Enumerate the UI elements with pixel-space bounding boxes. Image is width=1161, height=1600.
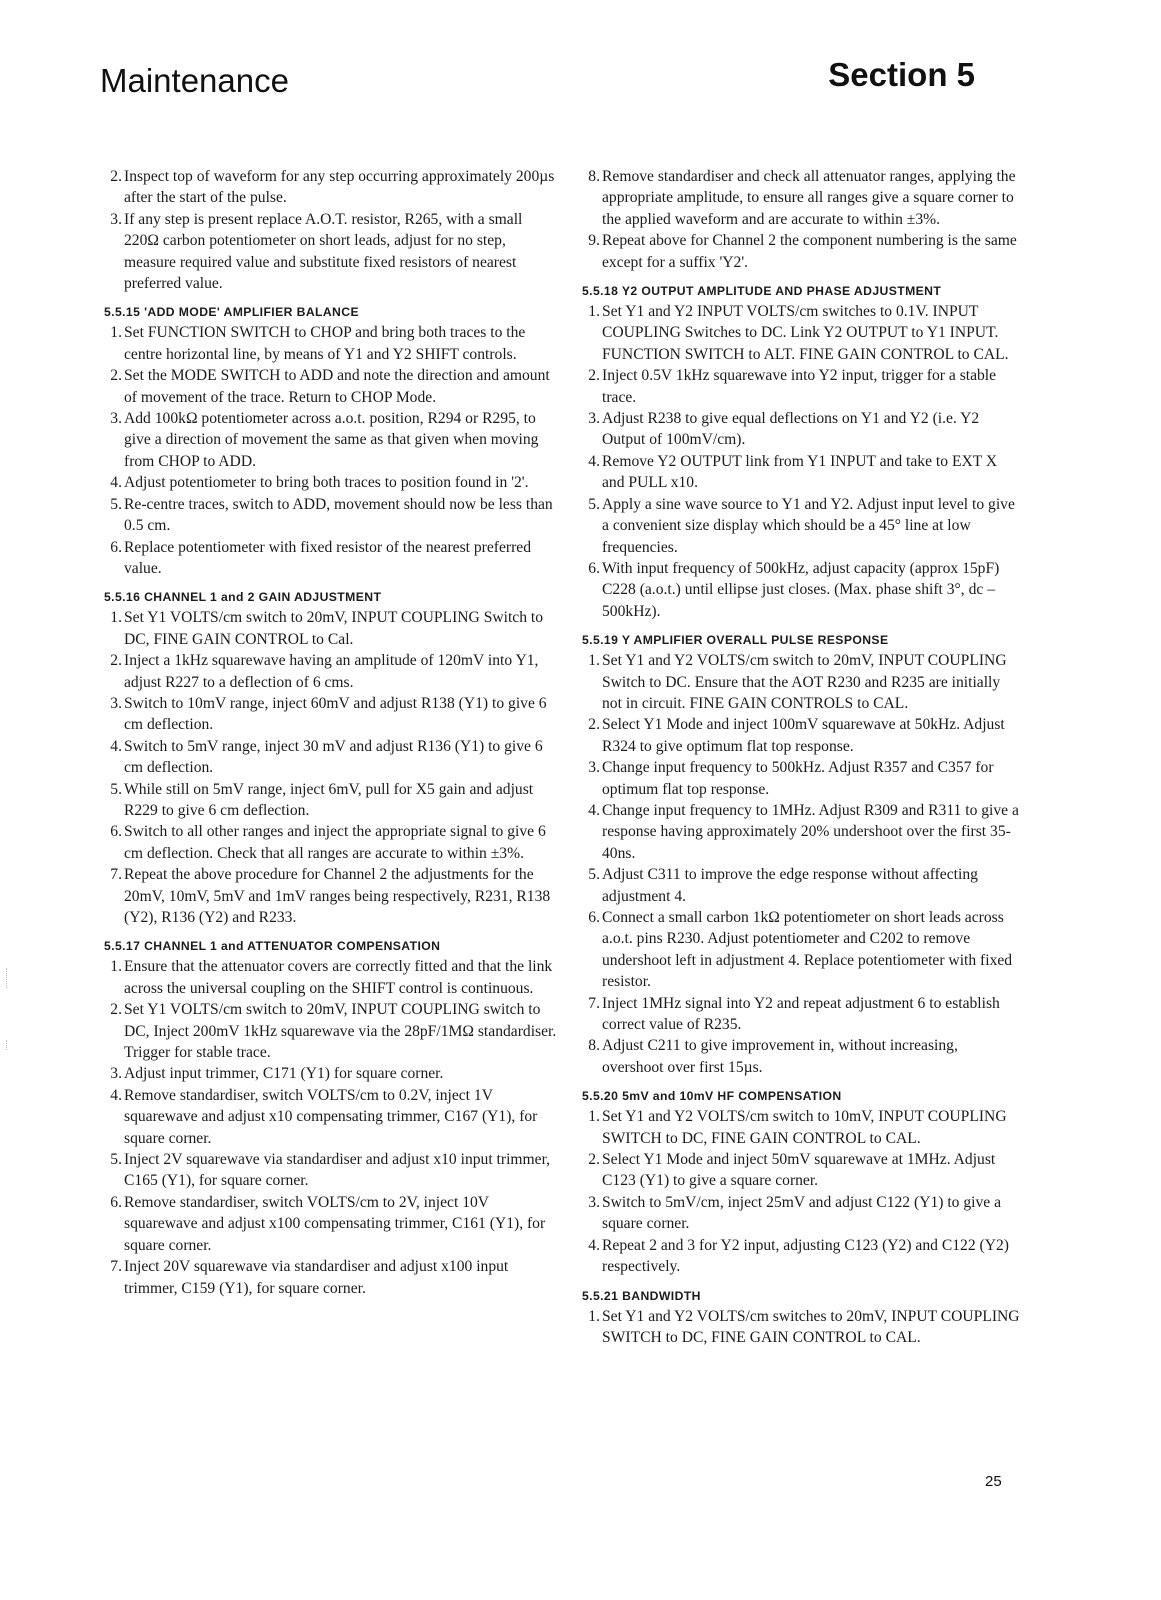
- list-item: [100, 736, 558, 779]
- item-text: Adjust input trimmer, C171 (Y1) for square corner.: [124, 1065, 444, 1083]
- item-number: 1.: [110, 958, 122, 976]
- procedure-steps: [100, 607, 558, 928]
- list-item: [578, 1149, 1020, 1192]
- list-item: [578, 301, 1020, 365]
- item-number: 3.: [110, 1065, 122, 1083]
- section-heading: 5.5.16 CHANNEL 1 and 2 GAIN ADJUSTMENT: [104, 590, 382, 605]
- right-column: [578, 166, 1020, 1348]
- item-number: 8.: [588, 168, 600, 185]
- section-heading: 5.5.21 BANDWIDTH: [582, 1288, 701, 1303]
- item-text: Change input frequency to 1MHz. Adjust R309 and R311 to give a response having approximately 20% undershoot over the first 35-40ns.: [602, 801, 1019, 862]
- list-item: [578, 451, 1020, 494]
- item-number: 3.: [110, 210, 122, 228]
- section-heading: 5.5.17 CHANNEL 1 and ATTENUATOR COMPENSATION: [104, 939, 441, 954]
- item-text: Apply a sine wave source to Y1 and Y2. Adjust input level to give a convenient size display which should be a 45° line at low frequencies.: [602, 495, 1015, 556]
- list-item: [578, 1235, 1020, 1278]
- item-text: Set Y1 and Y2 VOLTS/cm switches to 20mV, INPUT COUPLING SWITCH to DC, FINE GAIN CONTROL to CAL.: [602, 1307, 1020, 1346]
- item-text: Repeat above for Channel 2 the component numbering is the same except for a suffix 'Y2'.: [602, 232, 1017, 271]
- list-item: [100, 999, 558, 1063]
- list-item: [100, 693, 558, 736]
- list-item: [578, 650, 1020, 714]
- item-text: Switch to 5mV/cm, inject 25mV and adjust C122 (Y1) to give a square corner.: [602, 1193, 1002, 1233]
- item-text: Set Y1 and Y2 VOLTS/cm switch to 10mV, INPUT COUPLING SWITCH to DC, FINE GAIN CONTROL to CAL.: [602, 1108, 1007, 1147]
- procedure-steps: [100, 322, 558, 579]
- list-item: [100, 607, 558, 650]
- list-item: [578, 1306, 1020, 1349]
- item-number: 4.: [588, 1236, 600, 1254]
- list-item: [578, 558, 1020, 622]
- list-item: [100, 956, 558, 999]
- item-text: Adjust potentiometer to bring both traces to position found in '2'.: [124, 474, 529, 492]
- item-number: 3.: [110, 694, 122, 712]
- list-item: [578, 230, 1020, 273]
- list-item: [100, 322, 558, 365]
- item-number: 9.: [588, 232, 600, 250]
- item-text: Replace potentiometer with fixed resistor of the nearest preferred value.: [124, 538, 531, 577]
- item-text: Add 100kΩ potentiometer across a.o.t. position, R294 or R295, to give a direction of movement the same as that given when moving from CHOP to ADD.: [124, 410, 539, 470]
- list-item: [578, 365, 1020, 408]
- procedure-steps: [578, 301, 1020, 622]
- item-text: Repeat the above procedure for Channel 2 the adjustments for the 20mV, 10mV, 5mV and 1mV ranges being respectively, R231, R138 (Y2), R136 (Y2) and R233.: [124, 866, 551, 926]
- item-number: 2.: [588, 367, 600, 385]
- item-number: 1.: [588, 652, 600, 670]
- item-text: Connect a small carbon 1kΩ potentiometer on short leads across a.o.t. pins R230. Adjust potentiometer and C202 to remove undershoot left in adjustment 4. Replace potentiometer with fixed resistor.: [602, 909, 1013, 991]
- procedure-section: [578, 1088, 1020, 1277]
- item-number: 5.: [588, 866, 600, 884]
- list-item: [100, 864, 558, 928]
- item-number: 7.: [588, 994, 600, 1012]
- item-text: Inject 0.5V 1kHz squarewave into Y2 input, trigger for a stable trace.: [602, 367, 997, 406]
- procedure-section: [578, 1288, 1020, 1349]
- list-item: [578, 1106, 1020, 1149]
- item-text: Adjust C311 to improve the edge response without affecting adjustment 4.: [602, 866, 978, 905]
- item-text: Switch to 5mV range, inject 30 mV and adjust R136 (Y1) to give 6 cm deflection.: [124, 737, 543, 777]
- item-number: 8.: [588, 1037, 600, 1055]
- item-text: Adjust R238 to give equal deflections on Y1 and Y2 (i.e. Y2 Output of 100mV/cm).: [602, 410, 980, 449]
- item-text: If any step is present replace A.O.T. resistor, R265, with a small 220Ω carbon potentiometer on short leads, adjust for no step, measure required value and substitute fixed resistors of nearest preferred value.: [124, 210, 523, 293]
- item-text: Inject 2V squarewave via standardiser and adjust x10 input trimmer, C165 (Y1), for square corner.: [124, 1151, 551, 1190]
- item-text: Select Y1 Mode and inject 50mV squarewave at 1MHz. Adjust C123 (Y1) to give a square corner.: [602, 1151, 996, 1190]
- item-number: 6.: [588, 559, 600, 577]
- item-text: While still on 5mV range, inject 6mV, pull for X5 gain and adjust R229 to give 6 cm deflection.: [124, 780, 534, 819]
- item-number: 7.: [110, 1258, 122, 1276]
- procedure-steps: [578, 1306, 1020, 1349]
- procedure-steps: [578, 1106, 1020, 1277]
- item-number: 2.: [110, 652, 122, 670]
- item-number: 5.: [110, 1151, 122, 1169]
- item-number: 2.: [110, 168, 122, 185]
- list-item: [100, 494, 558, 537]
- procedure-section: [100, 589, 558, 928]
- list-item: [100, 1192, 558, 1256]
- page-number: 25: [985, 1473, 1002, 1490]
- list-item: [100, 472, 558, 493]
- list-item: [578, 166, 1020, 230]
- item-number: 2.: [588, 716, 600, 734]
- item-number: 3.: [588, 759, 600, 777]
- list-item: [578, 864, 1020, 907]
- item-number: 4.: [110, 1086, 122, 1104]
- item-text: Inject 20V squarewave via standardiser and adjust x100 input trimmer, C159 (Y1), for square corner.: [124, 1258, 509, 1297]
- list-item: [100, 365, 558, 408]
- item-number: 2.: [110, 1001, 122, 1019]
- item-text: Remove Y2 OUTPUT link from Y1 INPUT and take to EXT X and PULL x10.: [602, 452, 998, 492]
- item-number: 1.: [110, 324, 122, 342]
- item-number: 6.: [110, 538, 122, 556]
- section-heading: 5.5.18 Y2 OUTPUT AMPLITUDE AND PHASE ADJUSTMENT: [582, 284, 942, 299]
- list-item: [100, 1256, 558, 1299]
- item-text: Remove standardiser, switch VOLTS/cm to 0.2V, inject 1V squarewave and adjust x10 compensating trimmer, C167 (Y1), for square corner.: [124, 1086, 538, 1147]
- procedure-section: [100, 304, 558, 579]
- item-text: Inject 1MHz signal into Y2 and repeat adjustment 6 to establish correct value of R235.: [602, 994, 1000, 1034]
- list-item: [578, 1035, 1020, 1078]
- item-number: 3.: [588, 1193, 600, 1211]
- item-text: Remove standardiser and check all attenuator ranges, applying the appropriate amplitude, to ensure all ranges give a square corner to the applied waveform and are accurate to within ±3%.: [602, 168, 1016, 228]
- item-text: Switch to 10mV range, inject 60mV and adjust R138 (Y1) to give 6 cm deflection.: [124, 694, 547, 734]
- list-item: [100, 821, 558, 864]
- list-item: [100, 209, 558, 295]
- item-text: Set Y1 and Y2 VOLTS/cm switch to 20mV, INPUT COUPLING Switch to DC. Ensure that the AOT R230 and R235 are initially not in circuit. FINE GAIN CONTROLS to CAL.: [602, 652, 1007, 712]
- item-number: 6.: [110, 823, 122, 841]
- list-item: [100, 537, 558, 580]
- item-number: 5.: [588, 495, 600, 513]
- item-number: 4.: [110, 737, 122, 755]
- item-number: 2.: [110, 367, 122, 385]
- item-number: 7.: [110, 866, 122, 884]
- list-item: [100, 1149, 558, 1192]
- list-item: [578, 408, 1020, 451]
- item-number: 3.: [588, 410, 600, 428]
- left-column: [100, 166, 558, 1299]
- list-item: [578, 800, 1020, 864]
- item-number: 4.: [110, 474, 122, 492]
- procedure-section: [578, 283, 1020, 622]
- item-text: Ensure that the attenuator covers are correctly fitted and that the link across the universal coupling on the SHIFT control is continuous.: [124, 958, 553, 997]
- item-text: Switch to all other ranges and inject the appropriate signal to give 6 cm deflection. Check that all ranges are accurate to within ±3%.: [124, 823, 546, 862]
- item-number: 6.: [588, 909, 600, 926]
- list-item: [578, 757, 1020, 800]
- item-number: 4.: [588, 801, 600, 819]
- continued-list: [578, 166, 1020, 273]
- procedure-steps: [100, 956, 558, 1299]
- procedure-section: [100, 938, 558, 1299]
- item-text: Set Y1 and Y2 INPUT VOLTS/cm switches to 0.1V. INPUT COUPLING Switches to DC. Link Y2 OUTPUT to Y1 INPUT. FUNCTION SWITCH to ALT. FINE GAIN CONTROL to CAL.: [602, 303, 1009, 363]
- list-item: [578, 907, 1020, 993]
- list-item: [100, 779, 558, 822]
- item-text: Change input frequency to 500kHz. Adjust R357 and C357 for optimum flat top response.: [602, 759, 994, 798]
- item-text: Re-centre traces, switch to ADD, movement should now be less than 0.5 cm.: [124, 495, 553, 535]
- item-text: Set the MODE SWITCH to ADD and note the direction and amount of movement of the trace. Return to CHOP Mode.: [124, 367, 550, 406]
- list-item: [100, 1085, 558, 1149]
- list-item: [578, 714, 1020, 757]
- item-text: Repeat 2 and 3 for Y2 input, adjusting C123 (Y2) and C122 (Y2) respectively.: [602, 1236, 1009, 1276]
- item-number: 1.: [588, 1108, 600, 1126]
- item-number: 4.: [588, 452, 600, 470]
- list-item: [100, 166, 558, 209]
- list-item: [100, 408, 558, 472]
- section-heading: 5.5.15 'ADD MODE' AMPLIFIER BALANCE: [104, 305, 359, 320]
- procedure-section: [578, 632, 1020, 1078]
- list-item: [578, 1192, 1020, 1235]
- list-item: [100, 650, 558, 693]
- procedure-steps: [578, 650, 1020, 1078]
- item-text: With input frequency of 500kHz, adjust capacity (approx 15pF) C228 (a.o.t.) until ellipse just closes. (Max. phase shift 3°, dc – 500kHz).: [602, 559, 1000, 620]
- page-header-title: Maintenance: [100, 62, 289, 99]
- section-heading: 5.5.20 5mV and 10mV HF COMPENSATION: [582, 1089, 842, 1104]
- item-text: Inject a 1kHz squarewave having an amplitude of 120mV into Y1, adjust R227 to a deflection of 6 cms.: [124, 652, 539, 691]
- margin-mark: [6, 968, 9, 988]
- item-number: 3.: [110, 410, 122, 428]
- margin-mark: [6, 1040, 9, 1050]
- item-number: 1.: [110, 609, 122, 627]
- item-number: 5.: [110, 780, 122, 798]
- continued-list: [100, 166, 558, 294]
- list-item: [578, 993, 1020, 1036]
- item-text: Select Y1 Mode and inject 100mV squarewave at 50kHz. Adjust R324 to give optimum flat top response.: [602, 716, 1005, 755]
- item-text: Set Y1 VOLTS/cm switch to 20mV, INPUT COUPLING switch to DC, Inject 200mV 1kHz squarewave via the 28pF/1MΩ standardiser. Trigger for stable trace.: [124, 1001, 557, 1062]
- item-number: 1.: [588, 303, 600, 321]
- section-heading: 5.5.19 Y AMPLIFIER OVERALL PULSE RESPONSE: [582, 633, 889, 648]
- item-text: Set FUNCTION SWITCH to CHOP and bring both traces to the centre horizontal line, by means of Y1 and Y2 SHIFT controls.: [124, 324, 526, 363]
- list-item: [578, 494, 1020, 558]
- item-number: 1.: [588, 1307, 600, 1325]
- item-text: Adjust C211 to give improvement in, without increasing, overshoot over first 15µs.: [602, 1037, 958, 1076]
- item-text: Remove standardiser, switch VOLTS/cm to 2V, inject 10V squarewave and adjust x100 compensating trimmer, C161 (Y1), for square corner.: [124, 1193, 546, 1254]
- item-number: 6.: [110, 1193, 122, 1211]
- item-text: Inspect top of waveform for any step occurring approximately 200µs after the start of the pulse.: [124, 168, 555, 207]
- item-number: 2.: [588, 1151, 600, 1169]
- item-number: 5.: [110, 495, 122, 513]
- list-item: [100, 1063, 558, 1084]
- item-text: Set Y1 VOLTS/cm switch to 20mV, INPUT COUPLING Switch to DC, FINE GAIN CONTROL to Cal.: [124, 609, 544, 648]
- section-label: Section 5: [828, 56, 975, 93]
